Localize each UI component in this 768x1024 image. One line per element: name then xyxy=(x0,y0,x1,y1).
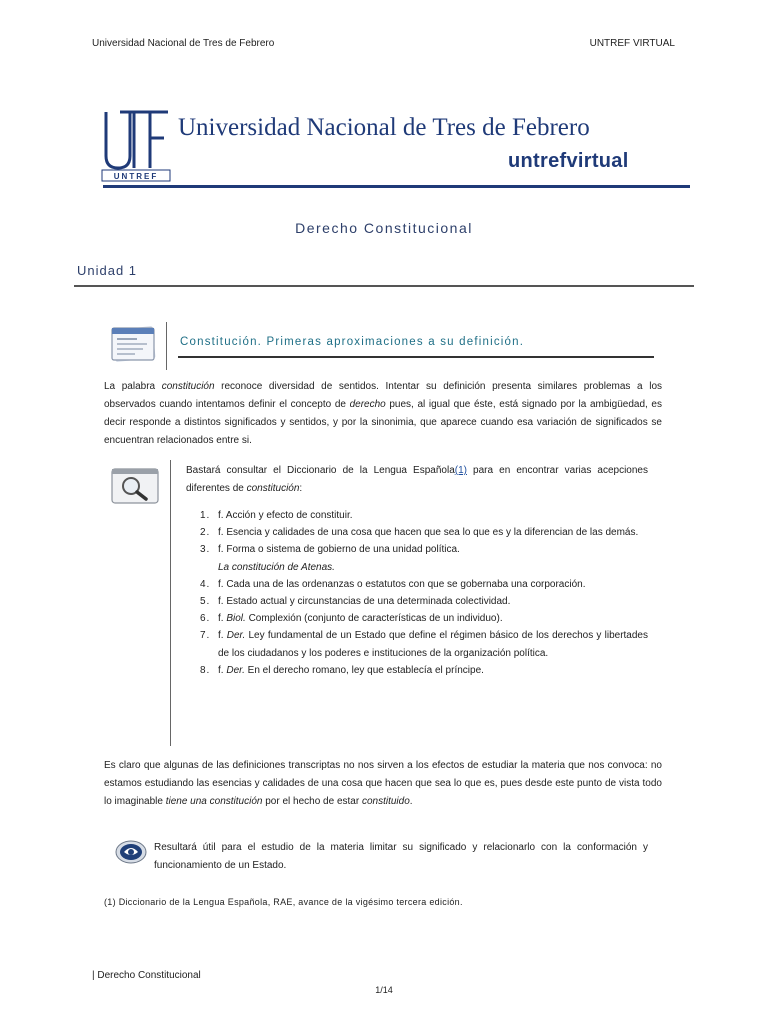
running-header-right: UNTREF VIRTUAL xyxy=(589,38,675,49)
logo-divider xyxy=(103,185,690,188)
logo-subtitle: untrefvirtual xyxy=(508,150,629,172)
document-window-icon xyxy=(108,322,160,366)
paragraph-intro: La palabra constitución reconoce diversidad de sentidos. Intentar su definición presenta similares problemas a los observados cuando intentamos definir el concepto de derecho pues, al igual que éste, está signado por la ambigüedad, es decir responde a distintos significados y sentidos, y por la sinonimia, que aparece cuando esa variación de significados se encuentran relacionados entre si. xyxy=(104,381,662,446)
untref-logo-mark xyxy=(100,104,172,182)
logo-title: Universidad Nacional de Tres de Febrero xyxy=(178,114,590,141)
logo-mark-caption: UNTREF xyxy=(113,172,159,181)
paragraph-analysis: Es claro que algunas de las definiciones transcriptas no nos sirven a los efectos de estudiar la materia que nos convoca: no estamos estudiando las esencias y calidades de una cosa que hacen que sea lo que es, pues desde este punto de vista todo lo imaginable tiene una constitución por el hecho de estar constituido. xyxy=(104,760,662,807)
study-note: Resultará útil para el estudio de la materia limitar su significado y relacionarlo con la conformación y funcionamiento de un Estado. xyxy=(154,842,648,871)
dictionary-intro: Bastará consultar el Diccionario de la Lengua Española(1) para en encontrar varias acepciones diferentes de constitución: xyxy=(186,465,648,494)
section-title: Constitución. Primeras aproximaciones a su definición. xyxy=(180,336,525,348)
list-item: 5. f. Estado actual y circunstancias de una determinada colectividad. xyxy=(200,596,511,608)
magnifier-icon xyxy=(108,466,162,506)
list-item: 3. f. Forma o sistema de gobierno de una unidad política. La constitución de Atenas. xyxy=(200,544,460,573)
list-item: 4. f. Cada una de las ordenanzas o estatutos con que se gobernaba una corporación. xyxy=(200,578,586,590)
list-item: 6. f. Biol. Complexión (conjunto de características de un individuo). xyxy=(200,613,503,625)
list-item: 7. f. Der. Ley fundamental de un Estado que define el régimen básico de los derechos y libertades de los ciudadanos y los poderes e instituciones de la organización política. xyxy=(200,630,648,659)
definitions-divider-vertical xyxy=(170,460,171,746)
unit-heading: Unidad 1 xyxy=(77,263,138,278)
definitions-list xyxy=(186,507,648,679)
page-number: 1/14 xyxy=(375,985,393,995)
section-divider-vertical xyxy=(166,322,167,370)
list-item: 2. f. Esencia y calidades de una cosa que hacen que sea lo que es y la diferencian de las demás. xyxy=(200,527,639,539)
list-item: 1. f. Acción y efecto de constituir. xyxy=(200,510,353,521)
section-underline xyxy=(178,356,654,358)
running-header-left: Universidad Nacional de Tres de Febrero xyxy=(92,38,275,49)
list-item: 8. f. Der. En el derecho romano, ley que establecía el príncipe. xyxy=(200,664,484,676)
footnote-ref-link[interactable]: (1) xyxy=(454,465,467,476)
eye-note-icon xyxy=(114,838,148,866)
definition-example: La constitución de Atenas. xyxy=(218,561,335,573)
unit-divider xyxy=(74,285,694,287)
document-title: Derecho Constitucional xyxy=(295,220,473,236)
footnote: (1) Diccionario de la Lengua Española, RAE, avance de la vigésimo tercera edición. xyxy=(104,897,463,907)
footer-document-title: | Derecho Constitucional xyxy=(92,970,201,981)
